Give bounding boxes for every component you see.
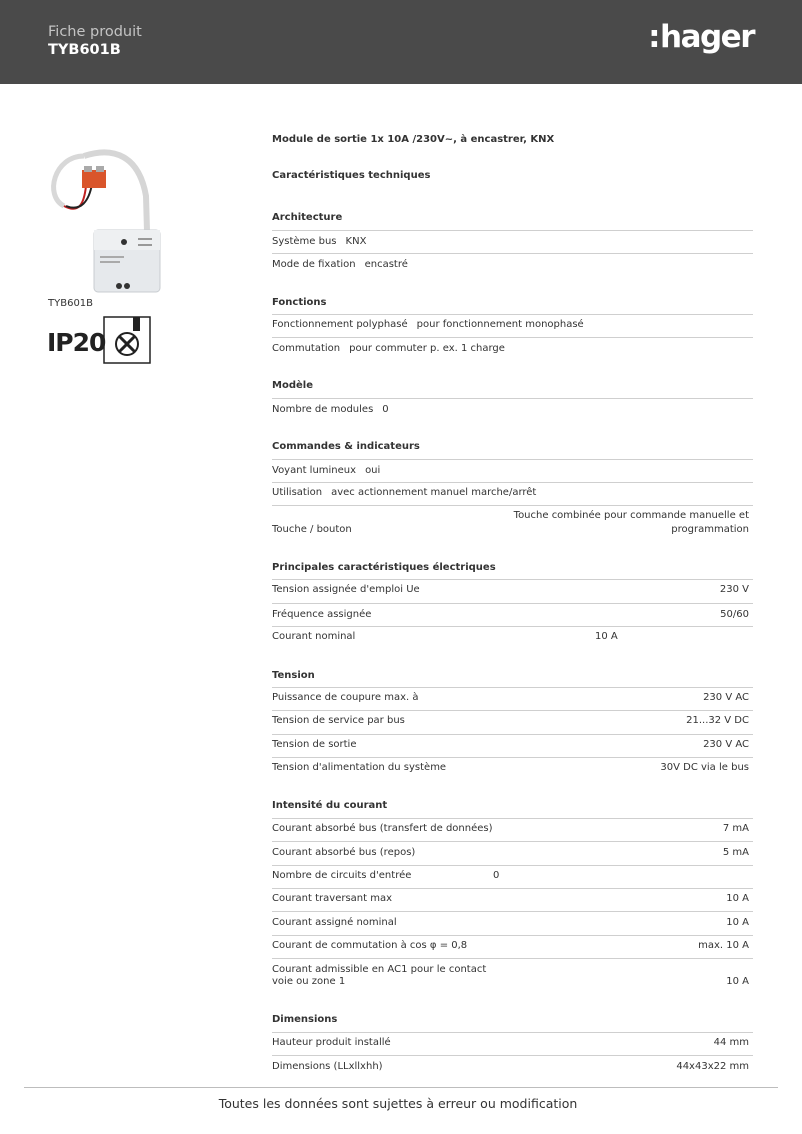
spec-value: 230 V AC	[703, 692, 749, 703]
spec-value: 10 A	[726, 917, 749, 928]
spec-value: Touche combinée pour commande manuelle et	[513, 510, 749, 521]
spec-label: Courant de commutation à cos φ = 0,8	[272, 940, 468, 951]
spec-label: Commutation pour commuter p. ex. 1 charge	[272, 343, 505, 354]
no-tools-icon	[103, 316, 151, 364]
divider	[272, 818, 753, 819]
spec-value: 21...32 V DC	[686, 715, 749, 726]
spec-label: Courant assigné nominal	[272, 917, 397, 928]
spec-label: Nombre de modules 0	[272, 404, 389, 415]
section-title-dimensions: Dimensions	[272, 1014, 338, 1025]
header-subtitle: Fiche produit	[48, 24, 142, 40]
divider	[272, 1032, 753, 1033]
spec-label: Système bus KNX	[272, 236, 367, 247]
divider	[272, 865, 753, 866]
spec-value: oui	[365, 465, 381, 476]
spec-label: Hauteur produit installé	[272, 1037, 391, 1048]
spec-label: Dimensions (LLxllxhh)	[272, 1061, 383, 1072]
spec-label: Courant nominal	[272, 631, 356, 642]
page-header	[0, 0, 802, 84]
spec-value: 44 mm	[713, 1037, 749, 1048]
spec-value: pour commuter p. ex. 1 charge	[349, 343, 505, 354]
divider	[272, 841, 753, 842]
spec-label: Courant traversant max	[272, 893, 393, 904]
divider	[272, 459, 753, 460]
divider	[272, 888, 753, 889]
spec-value: 230 V	[719, 584, 749, 595]
spec-label: Courant admissible en AC1 pour le contact	[272, 964, 487, 975]
logo-text: hager	[660, 19, 754, 55]
spec-label: Courant absorbé bus (transfert de données)	[272, 823, 493, 834]
spec-value: encastré	[364, 259, 408, 270]
spec-label: Tension d'alimentation du système	[272, 762, 447, 773]
divider	[272, 505, 753, 506]
ip-rating-text: IP20	[47, 328, 106, 357]
tech-title: Caractéristiques techniques	[272, 170, 431, 181]
divider	[272, 253, 753, 254]
spec-value: max. 10 A	[698, 940, 749, 951]
logo-dot: :	[648, 19, 659, 55]
spec-label: Tension de sortie	[272, 739, 357, 750]
spec-value: 10 A	[595, 631, 618, 642]
divider	[272, 935, 753, 936]
spec-label: Puissance de coupure max. à	[272, 692, 419, 703]
divider	[272, 687, 753, 688]
spec-value: 0	[382, 404, 389, 415]
spec-value: 44x43x22 mm	[676, 1061, 749, 1072]
spec-value: KNX	[345, 236, 367, 247]
spec-label: Nombre de circuits d'entrée	[272, 870, 412, 881]
footer-disclaimer: Toutes les données sont sujettes à erreur ou modification	[218, 1096, 578, 1111]
spec-label: Courant absorbé bus (repos)	[272, 847, 416, 858]
product-caption: TYB601B	[48, 298, 94, 309]
spec-row	[272, 964, 753, 992]
spec-value: 5 mA	[722, 847, 749, 858]
spec-value: pour fonctionnement monophasé	[416, 319, 584, 330]
spec-label: Tension de service par bus	[272, 715, 405, 726]
product-description: Module de sortie 1x 10A /230V~, à encastrer, KNX	[272, 134, 555, 145]
spec-value: 10 A	[726, 976, 749, 987]
spec-value: 7 mA	[722, 823, 749, 834]
divider	[272, 1055, 753, 1056]
divider	[272, 734, 753, 735]
section-title-fonctions: Fonctions	[272, 297, 327, 308]
footer-divider	[24, 1087, 778, 1088]
spec-label: Fonctionnement polyphasé pour fonctionnement monophasé	[272, 319, 584, 330]
spec-label: Tension assignée d'emploi Ue	[272, 584, 420, 595]
divider	[272, 398, 753, 399]
section-title-commandes: Commandes & indicateurs	[272, 441, 420, 452]
spec-value: 30V DC via le bus	[660, 762, 749, 773]
spec-row	[272, 510, 753, 538]
spec-value: 0	[493, 870, 500, 881]
spec-label: voie ou zone 1	[272, 976, 346, 987]
ip-rating-badge	[47, 316, 157, 368]
spec-label: Mode de fixation encastré	[272, 259, 408, 270]
divider	[272, 710, 753, 711]
section-title-electriques: Principales caractéristiques électriques	[272, 562, 496, 573]
header-product-code: TYB601B	[48, 42, 121, 58]
section-title-architecture: Architecture	[272, 212, 343, 223]
section-title-modele: Modèle	[272, 380, 313, 391]
spec-label: Touche / bouton	[272, 524, 352, 535]
spec-value: 50/60	[720, 609, 749, 620]
divider	[272, 757, 753, 758]
divider	[272, 911, 753, 912]
spec-value: avec actionnement manuel marche/arrêt	[331, 487, 537, 498]
spec-label: Voyant lumineux oui	[272, 465, 381, 476]
divider	[272, 230, 753, 231]
spec-value: 230 V AC	[703, 739, 749, 750]
spec-label: Utilisation avec actionnement manuel marche/arrêt	[272, 487, 537, 498]
spec-value: 10 A	[726, 893, 749, 904]
section-title-intensite: Intensité du courant	[272, 800, 388, 811]
divider	[272, 482, 753, 483]
divider	[272, 314, 753, 315]
hager-logo	[648, 19, 754, 55]
section-title-tension: Tension	[272, 670, 315, 681]
product-image	[44, 126, 169, 296]
divider	[272, 958, 753, 959]
divider	[272, 337, 753, 338]
spec-value: programmation	[671, 524, 749, 535]
spec-label: Fréquence assignée	[272, 609, 372, 620]
divider	[272, 603, 753, 604]
divider	[272, 579, 753, 580]
divider	[272, 626, 753, 627]
